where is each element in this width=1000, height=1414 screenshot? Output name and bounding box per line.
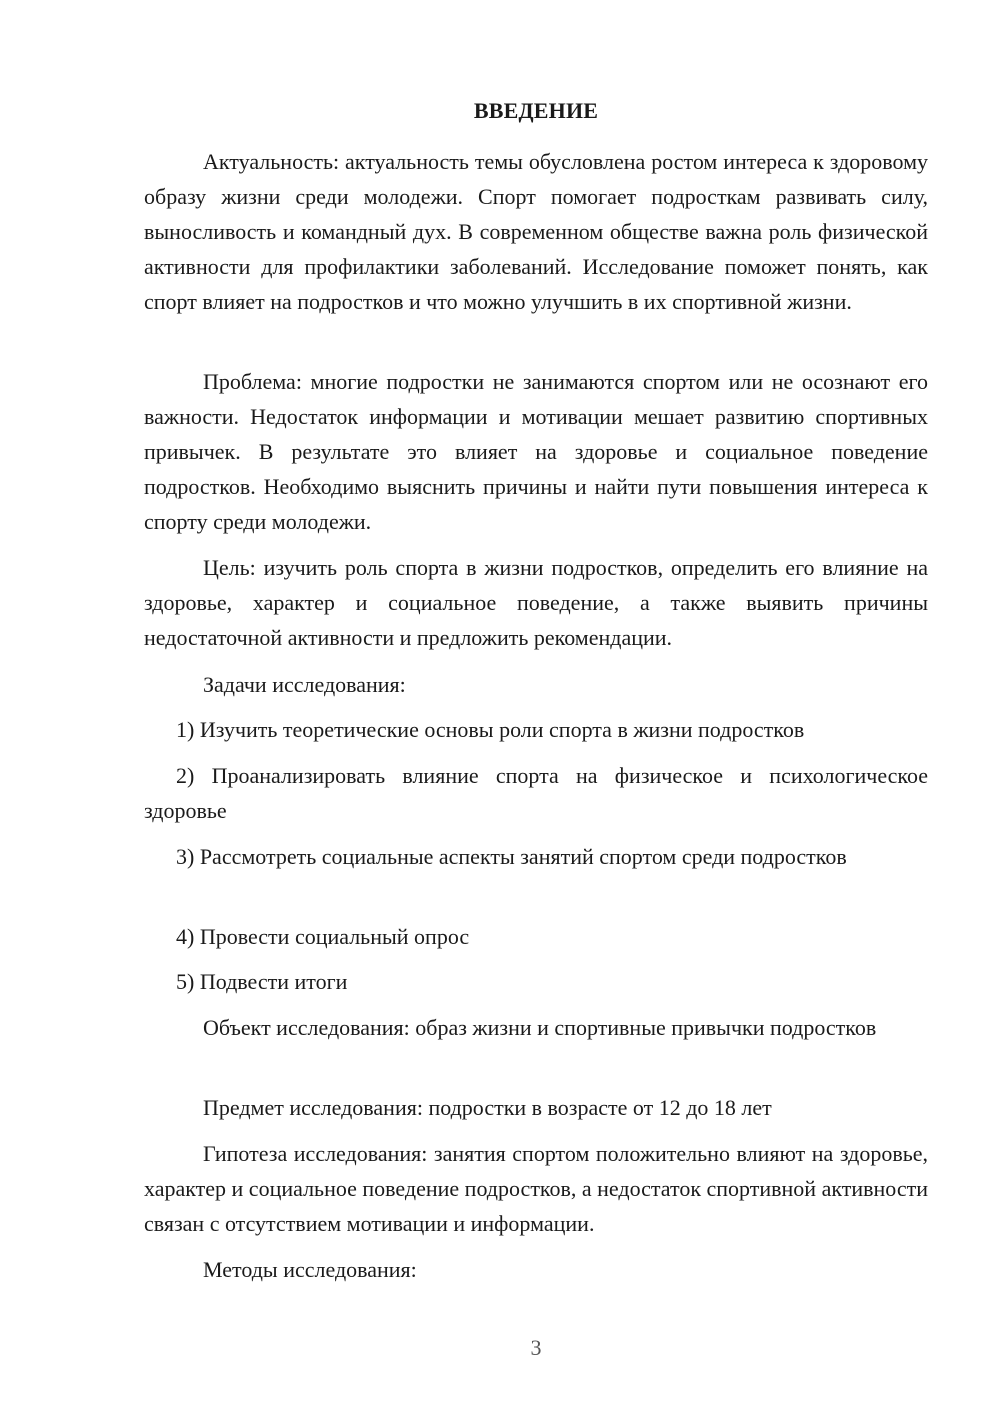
page-number: 3 xyxy=(530,1335,542,1360)
task-item-4: 4) Провести социальный опрос xyxy=(176,924,470,949)
task-item-2: 2) Проанализировать влияние спорта на физическое и психологическое здоровье xyxy=(144,763,928,823)
task-item-5: 5) Подвести итоги xyxy=(176,969,348,994)
methods-heading: Методы исследования: xyxy=(203,1257,417,1282)
section-title: ВВЕДЕНИЕ xyxy=(473,98,599,123)
tasks-heading: Задачи исследования: xyxy=(203,672,406,697)
task-item-3: 3) Рассмотреть социальные аспекты занятий спортом среди подростков xyxy=(176,844,847,869)
object-paragraph: Объект исследования: образ жизни и спортивные привычки подростков xyxy=(203,1015,877,1040)
hypothesis-paragraph: Гипотеза исследования: занятия спортом положительно влияют на здоровье, характер и социальное поведение подростков, а недостаток спортивной активности связан с отсутствием мотивации и информации. xyxy=(144,1141,928,1236)
problem-paragraph: Проблема: многие подростки не занимаются спортом или не осознают его важности. Недостаток информации и мотивации мешает развитию спортивных привычек. В результате это влияет на здоровье и социальное поведение подростков. Необходимо выяснить причины и найти пути повышения интереса к спорту среди молодежи. xyxy=(144,369,928,534)
relevance-paragraph: Актуальность: актуальность темы обусловлена ростом интереса к здоровому образу жизни среди молодежи. Спорт помогает подросткам развивать силу, выносливость и командный дух. В современном обществе важна роль физической активности для профилактики заболеваний. Исследование поможет понять, как спорт влияет на подростков и что можно улучшить в их спортивной жизни. xyxy=(144,149,928,314)
subject-paragraph: Предмет исследования: подростки в возрасте от 12 до 18 лет xyxy=(203,1095,772,1120)
goal-paragraph: Цель: изучить роль спорта в жизни подростков, определить его влияние на здоровье, характер и социальное поведение, а также выявить причины недостаточной активности и предложить рекомендации. xyxy=(144,555,928,650)
task-item-1: 1) Изучить теоретические основы роли спорта в жизни подростков xyxy=(176,717,805,742)
